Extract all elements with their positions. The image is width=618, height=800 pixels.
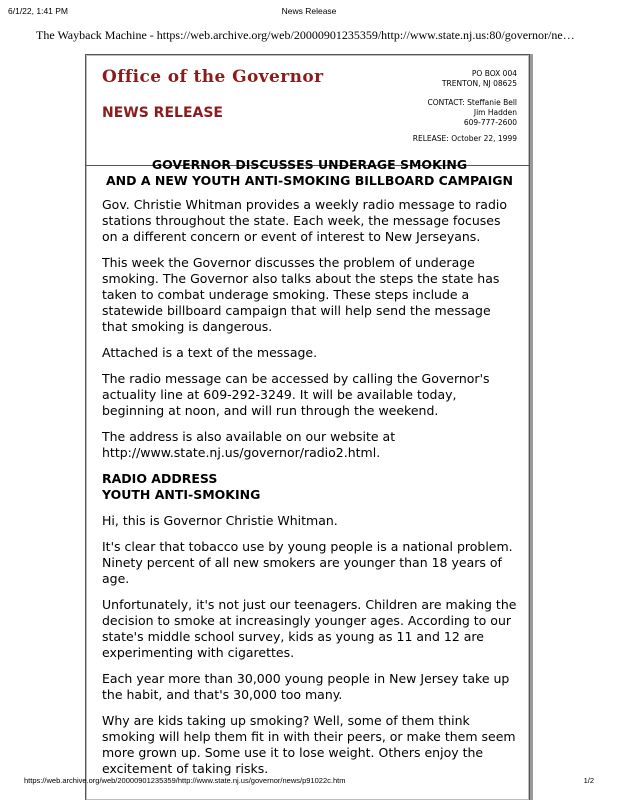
paragraph: It's clear that tobacco use by young people is a national problem. Ninety percent of all new smokers are younger than 18 years of age. <box>102 539 513 586</box>
page-number: 1/2 <box>583 776 594 785</box>
subhead-line: RADIO ADDRESS <box>102 471 218 486</box>
address-line: TRENTON, NJ 08625 <box>441 79 517 88</box>
paragraph: Gov. Christie Whitman provides a weekly radio message to radio stations throughout the state. Each week, the message focuses on a different concern or event of interest to New Jerseyans. <box>102 197 508 244</box>
wayback-banner[interactable]: The Wayback Machine - https://web.archive.org/web/20000901235359/http://www.state.nj.us:80/governor/ne… <box>36 28 575 42</box>
radio-address-subhead <box>102 471 517 503</box>
office-title: Office of the Governor <box>102 67 324 87</box>
paragraph: The address is also available on our website at http://www.state.nj.us/governor/radio2.html. <box>102 429 396 460</box>
headline-line: AND A NEW YOUTH ANTI-SMOKING BILLBOARD CAMPAIGN <box>105 173 514 188</box>
print-title: News Release <box>281 6 337 16</box>
print-datetime: 6/1/22, 1:41 PM <box>8 6 69 16</box>
paragraph: The radio message can be accessed by calling the Governor's actuality line at 609-292-3249. It will be available today, beginning at noon, and will run through the weekend. <box>102 371 490 418</box>
contact-line: Jim Hadden <box>473 108 517 117</box>
headline-line: GOVERNOR DISCUSSES UNDERAGE SMOKING <box>151 157 468 172</box>
news-release-heading: NEWS RELEASE <box>102 105 223 121</box>
contact-line: 609-777-2600 <box>463 118 517 127</box>
paragraph: Attached is a text of the message. <box>102 345 318 360</box>
contact-info <box>428 98 518 128</box>
print-header <box>0 6 618 18</box>
article-headline <box>102 157 517 189</box>
contact-line: CONTACT: Steffanie Bell <box>427 98 517 107</box>
paragraph: Why are kids taking up smoking? Well, some of them think smoking will help them fit in with their peers, or make them seem more grown up. Some use it to lose weight. Others enjoy the excitement of taking risks. <box>102 713 516 776</box>
subhead-line: YOUTH ANTI-SMOKING <box>102 487 261 502</box>
address-line: PO BOX 004 <box>471 69 517 78</box>
paragraph: Each year more than 30,000 young people in New Jersey take up the habit, and that's 30,000 too many. <box>102 671 510 702</box>
news-release-document <box>85 54 530 800</box>
article-body <box>102 157 517 787</box>
paragraph: Hi, this is Governor Christie Whitman. <box>102 513 338 528</box>
release-date: RELEASE: October 22, 1999 <box>412 134 517 143</box>
paragraph: This week the Governor discusses the problem of underage smoking. The Governor also talks about the steps the state has taken to combat underage smoking. These steps include a statewide billboard campaign that will help send the message that smoking is dangerous. <box>102 255 500 334</box>
paragraph: Unfortunately, it's not just our teenagers. Children are making the decision to smoke at increasingly younger ages. According to our state's middle school survey, kids as young as 11 and 12 are experimenting with cigarettes. <box>102 597 517 660</box>
mailing-address <box>442 69 517 89</box>
letterhead <box>86 55 529 166</box>
print-url: https://web.archive.org/web/20000901235359/http://www.state.nj.us/governor/news/p91022c.htm <box>24 776 346 785</box>
print-footer <box>0 776 618 788</box>
